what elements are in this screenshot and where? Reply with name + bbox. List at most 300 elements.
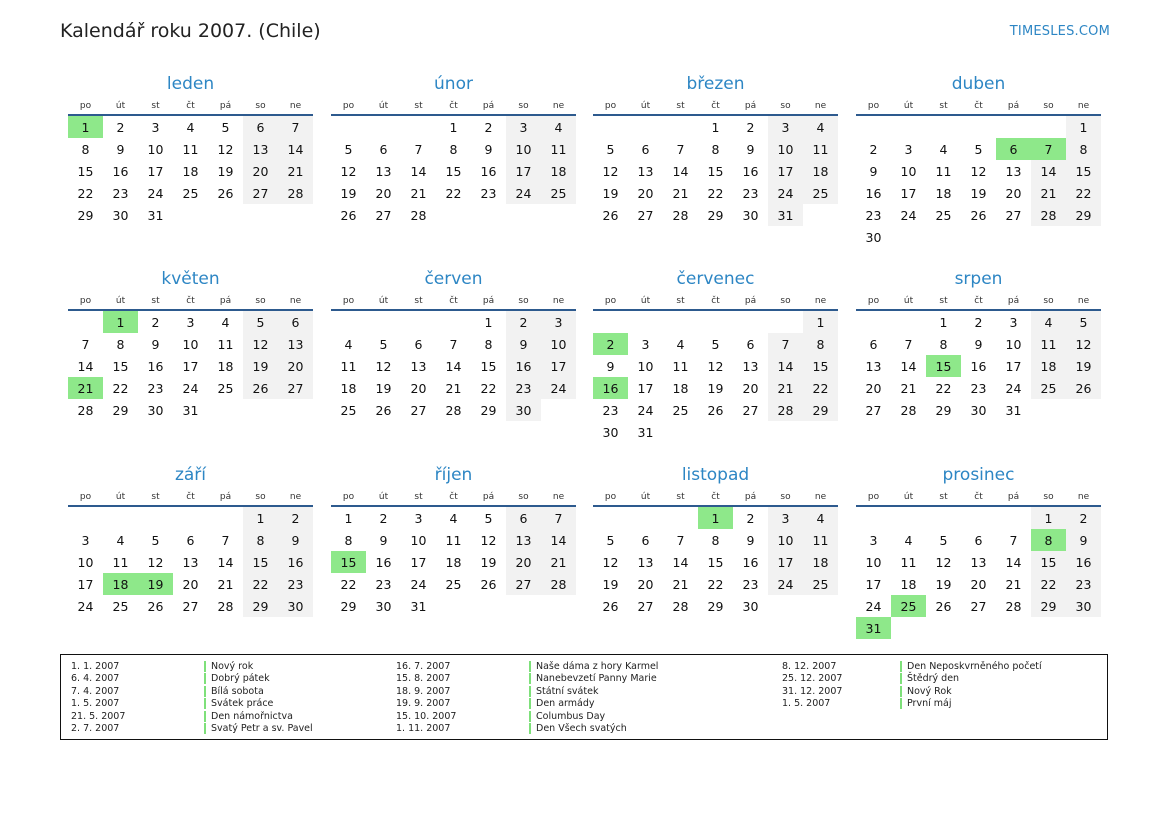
day-cell: 21 [541,551,576,573]
day-cell: 14 [77,358,94,374]
empty-cell [278,204,313,226]
day-cell: 16 [278,551,313,573]
month-title: říjen [434,465,473,485]
day-cell: 5 [344,141,353,157]
month-title: únor [434,74,473,94]
day-cell: 11 [672,358,689,374]
week-row [856,115,1101,138]
week-row [593,138,838,160]
empty-cell [331,115,366,138]
day-cell: 15 [707,163,724,179]
day-cell: 4 [676,336,685,352]
day-cell: 23 [480,185,497,201]
day-cell: 31 [410,598,427,614]
day-cell: 23 [742,576,759,592]
day-cell: 25 [672,402,689,418]
day-cell: 3 [186,314,195,330]
day-cell: 13 [506,529,541,551]
day-cell: 26 [340,207,357,223]
empty-cell [996,226,1031,248]
day-cell: 18 [803,551,838,573]
legend-row [71,673,313,685]
day-cell: 2 [278,506,313,529]
weekday-header: út [103,98,138,115]
day-cell: 13 [637,163,654,179]
legend-date: 31. 12. 2007 [782,685,843,697]
day-cell: 19 [970,185,987,201]
month-srpen [856,267,1101,421]
day-cell: 15 [803,355,838,377]
empty-cell [961,115,996,138]
day-cell: 15 [243,551,278,573]
day-cell: 2 [746,119,755,135]
legend-holiday-name: Štědrý den [900,673,959,684]
weekday-header: út [366,293,401,310]
day-cell: 9 [606,358,615,374]
week-row [856,333,1101,355]
weekday-header: pá [208,98,243,115]
day-cell: 11 [803,529,838,551]
weekday-header: ne [1066,489,1101,506]
day-cell: 15 [331,551,366,573]
weekday-header: po [856,489,891,506]
empty-cell [698,421,733,443]
day-cell: 3 [641,336,650,352]
day-cell: 25 [182,185,199,201]
day-cell: 12 [375,358,392,374]
day-cell: 1 [698,506,733,529]
weekday-header: ne [541,98,576,115]
day-cell: 16 [742,163,759,179]
weekday-header: út [366,489,401,506]
empty-cell [593,115,628,138]
day-cell: 8 [116,336,125,352]
weekday-header: ne [803,489,838,506]
day-cell: 28 [445,402,462,418]
empty-cell [926,617,961,639]
empty-cell [891,617,926,639]
weekday-header: pá [208,293,243,310]
month-title: březen [686,74,745,94]
day-cell: 3 [541,310,576,333]
week-row [593,310,838,333]
day-cell: 25 [112,598,129,614]
weekday-header: čt [173,489,208,506]
empty-cell [856,506,891,529]
day-cell: 13 [278,333,313,355]
legend-date: 1. 1. 2007 [71,661,120,672]
week-row [68,399,313,421]
day-cell: 28 [410,207,427,223]
day-cell: 6 [996,138,1031,160]
week-row [856,529,1101,551]
day-cell: 30 [742,207,759,223]
empty-cell [243,399,278,421]
day-cell: 9 [116,141,125,157]
legend-row [782,686,1042,698]
day-cell: 28 [541,573,576,595]
day-cell: 30 [970,402,987,418]
weekday-header: čt [961,98,996,115]
legend-row [396,723,658,735]
day-cell: 14 [410,163,427,179]
week-row [856,138,1101,160]
day-cell: 18 [672,380,689,396]
day-cell: 26 [217,185,234,201]
day-cell: 18 [103,573,138,595]
day-cell: 21 [672,185,689,201]
month-title: listopad [681,465,750,485]
day-cell: 1 [1066,115,1101,138]
day-cell: 28 [77,402,94,418]
day-cell: 27 [637,598,654,614]
legend-column-2 [396,661,658,735]
day-cell: 3 [506,115,541,138]
month-září [68,463,313,617]
empty-cell [366,115,401,138]
brand-link[interactable]: TIMESLES.COM [1009,24,1110,39]
week-row [593,595,838,617]
day-cell: 26 [602,598,619,614]
day-cell: 29 [707,598,724,614]
legend-holiday-name: Den armády [529,698,595,709]
legend-row [782,698,1042,710]
day-cell: 29 [340,598,357,614]
day-cell: 9 [746,141,755,157]
month-květen [68,267,313,421]
weekday-header: út [891,293,926,310]
day-cell: 31 [768,204,803,226]
day-cell: 5 [606,532,615,548]
day-cell: 26 [970,207,987,223]
day-cell: 14 [541,529,576,551]
day-cell: 28 [672,598,689,614]
day-cell: 3 [1009,314,1018,330]
week-row [331,310,576,333]
week-row [68,573,313,595]
day-cell: 20 [410,380,427,396]
day-cell: 1 [103,310,138,333]
empty-cell [1031,617,1066,639]
empty-cell [593,506,628,529]
day-cell: 8 [939,336,948,352]
empty-cell [698,310,733,333]
day-cell: 22 [1031,573,1066,595]
day-cell: 12 [602,163,619,179]
day-cell: 30 [278,595,313,617]
day-cell: 10 [637,358,654,374]
holiday-legend [60,654,1108,740]
day-cell: 11 [900,554,917,570]
empty-cell [628,506,663,529]
week-row [856,160,1101,182]
empty-cell [926,115,961,138]
week-row [68,333,313,355]
day-cell: 17 [865,576,882,592]
day-cell: 14 [217,554,234,570]
day-cell: 20 [182,576,199,592]
weekday-header: po [856,98,891,115]
day-cell: 21 [1031,182,1066,204]
day-cell: 3 [768,506,803,529]
day-cell: 19 [1066,355,1101,377]
weekday-header: st [926,489,961,506]
day-cell: 5 [221,119,230,135]
day-cell: 12 [602,554,619,570]
week-row [68,138,313,160]
day-cell: 7 [676,141,685,157]
day-cell: 22 [935,380,952,396]
day-cell: 28 [217,598,234,614]
empty-cell [1066,226,1101,248]
day-cell: 9 [746,532,755,548]
month-říjen [331,463,576,617]
day-cell: 14 [1031,160,1066,182]
month-červen [331,267,576,421]
day-cell: 23 [112,185,129,201]
day-cell: 10 [541,333,576,355]
weekday-header: ne [1066,98,1101,115]
day-cell: 5 [939,532,948,548]
day-cell: 23 [375,576,392,592]
empty-cell [506,204,541,226]
empty-cell [208,399,243,421]
day-cell: 4 [344,336,353,352]
weekday-header: st [138,293,173,310]
empty-cell [961,226,996,248]
day-cell: 21 [278,160,313,182]
day-cell: 31 [856,617,891,639]
day-cell: 29 [77,207,94,223]
week-row [68,182,313,204]
week-row [593,506,838,529]
empty-cell [1066,617,1101,639]
weekday-header: po [68,293,103,310]
weekday-header: st [663,489,698,506]
day-cell: 17 [541,355,576,377]
month-title: duben [951,74,1006,94]
day-cell: 5 [711,336,720,352]
weekday-header: st [401,293,436,310]
day-cell: 7 [221,532,230,548]
empty-cell [768,595,803,617]
week-row [856,551,1101,573]
day-cell: 25 [217,380,234,396]
weekday-header: so [506,98,541,115]
day-cell: 15 [445,163,462,179]
empty-cell [471,204,506,226]
day-cell: 3 [81,532,90,548]
day-cell: 21 [900,380,917,396]
week-row [331,355,576,377]
day-cell: 3 [904,141,913,157]
day-cell: 10 [182,336,199,352]
day-cell: 4 [803,115,838,138]
day-cell: 26 [480,576,497,592]
day-cell: 23 [147,380,164,396]
legend-row [71,698,313,710]
day-cell: 4 [186,119,195,135]
day-cell: 27 [182,598,199,614]
legend-row [71,711,313,723]
empty-cell [628,310,663,333]
month-prosinec [856,463,1101,639]
day-cell: 30 [112,207,129,223]
weekday-header: ne [541,293,576,310]
weekday-header: st [401,489,436,506]
week-row [593,529,838,551]
day-cell: 27 [278,377,313,399]
day-cell: 3 [869,532,878,548]
weekday-header: ne [541,489,576,506]
day-cell: 23 [1066,573,1101,595]
week-row [593,573,838,595]
legend-date: 25. 12. 2007 [782,673,843,685]
legend-date: 1. 5. 2007 [71,698,120,710]
empty-cell [856,310,891,333]
day-cell: 12 [1066,333,1101,355]
day-cell: 1 [68,115,103,138]
day-cell: 7 [1009,532,1018,548]
weekday-header: čt [698,293,733,310]
empty-cell [401,115,436,138]
day-cell: 3 [151,119,160,135]
legend-date: 19. 9. 2007 [396,698,451,710]
day-cell: 10 [768,529,803,551]
week-row [856,573,1101,595]
weekday-header: čt [698,98,733,115]
day-cell: 23 [742,185,759,201]
day-cell: 6 [278,310,313,333]
legend-holiday-name: Dobrý pátek [204,673,270,684]
day-cell: 15 [112,358,129,374]
day-cell: 17 [1005,358,1022,374]
day-cell: 12 [935,554,952,570]
day-cell: 2 [593,333,628,355]
legend-date: 1. 5. 2007 [782,698,831,710]
day-cell: 31 [182,402,199,418]
day-cell: 17 [768,160,803,182]
empty-cell [891,310,926,333]
day-cell: 16 [375,554,392,570]
weekday-header: út [628,293,663,310]
day-cell: 28 [1005,598,1022,614]
day-cell: 18 [935,185,952,201]
day-cell: 19 [375,380,392,396]
week-row [331,506,576,529]
day-cell: 14 [445,358,462,374]
weekday-header: pá [996,489,1031,506]
day-cell: 4 [541,115,576,138]
legend-date: 16. 7. 2007 [396,661,451,672]
week-row [856,226,1101,248]
empty-cell [926,506,961,529]
weekday-header: so [1031,489,1066,506]
day-cell: 19 [217,163,234,179]
weekday-header: čt [698,489,733,506]
day-cell: 1 [344,510,353,526]
weekday-header: pá [733,98,768,115]
empty-cell [68,310,103,333]
empty-cell [768,421,803,443]
day-cell: 16 [593,377,628,399]
day-cell: 23 [278,573,313,595]
weekday-header: ne [278,98,313,115]
day-cell: 27 [970,598,987,614]
day-cell: 13 [1005,163,1022,179]
empty-cell [541,204,576,226]
weekday-header: po [593,293,628,310]
weekday-header: st [663,293,698,310]
day-cell: 8 [803,333,838,355]
day-cell: 22 [480,380,497,396]
empty-cell [1031,226,1066,248]
weekday-header: so [1031,293,1066,310]
weekday-header: so [506,489,541,506]
day-cell: 6 [243,115,278,138]
day-cell: 7 [449,336,458,352]
weekday-header: pá [733,293,768,310]
day-cell: 24 [637,402,654,418]
day-cell: 12 [217,141,234,157]
day-cell: 12 [340,163,357,179]
day-cell: 28 [1031,204,1066,226]
day-cell: 19 [480,554,497,570]
legend-column-3 [782,661,1042,711]
weekday-header: so [768,98,803,115]
day-cell: 23 [506,377,541,399]
day-cell: 18 [217,358,234,374]
day-cell: 10 [147,141,164,157]
week-row [331,160,576,182]
day-cell: 5 [606,141,615,157]
empty-cell [663,506,698,529]
legend-row [71,686,313,698]
day-cell: 12 [970,163,987,179]
day-cell: 10 [900,163,917,179]
day-cell: 6 [379,141,388,157]
empty-cell [628,115,663,138]
day-cell: 22 [340,576,357,592]
day-cell: 20 [1005,185,1022,201]
empty-cell [436,204,471,226]
day-cell: 20 [506,551,541,573]
day-cell: 5 [243,310,278,333]
day-cell: 6 [869,336,878,352]
day-cell: 16 [480,163,497,179]
day-cell: 27 [742,402,759,418]
empty-cell [733,310,768,333]
day-cell: 29 [112,402,129,418]
day-cell: 13 [970,554,987,570]
day-cell: 27 [375,207,392,223]
day-cell: 31 [147,207,164,223]
month-title: červen [424,269,483,289]
weekday-header: pá [996,98,1031,115]
day-cell: 22 [707,185,724,201]
weekday-header: pá [471,98,506,115]
day-cell: 5 [379,336,388,352]
empty-cell [996,506,1031,529]
day-cell: 2 [974,314,983,330]
day-cell: 24 [768,182,803,204]
week-row [68,595,313,617]
day-cell: 27 [243,182,278,204]
day-cell: 18 [900,576,917,592]
day-cell: 5 [151,532,160,548]
day-cell: 2 [506,310,541,333]
week-row [593,160,838,182]
